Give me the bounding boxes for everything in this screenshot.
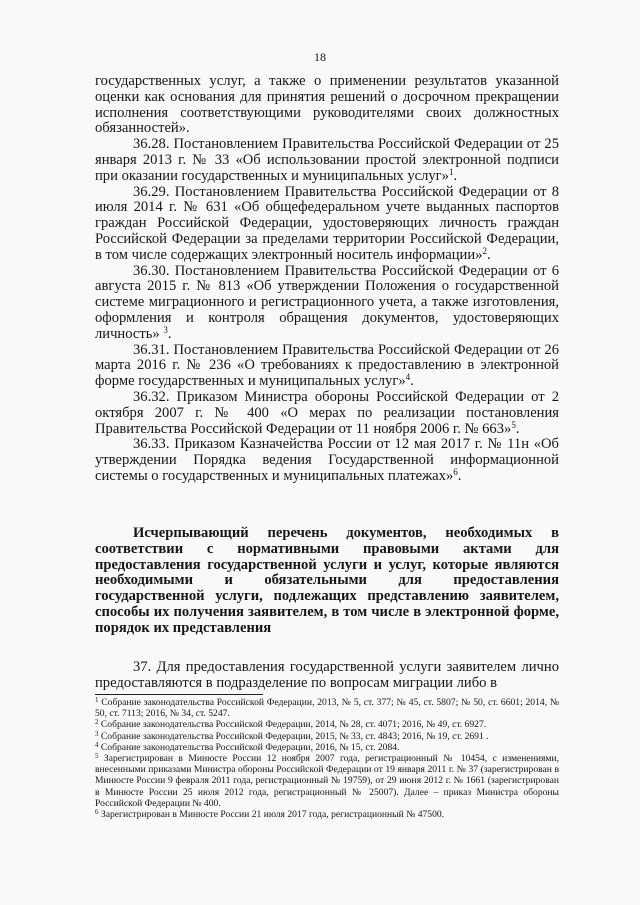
page-number: 18 <box>314 50 326 64</box>
footnote-number: 6 <box>95 808 99 817</box>
footnote-text: Собрание законодательства Российской Федерации, 2015, № 33, ст. 4843; 2016, № 19, ст. 2691 . <box>100 730 489 742</box>
paragraph-end: . <box>167 325 172 342</box>
footnote-text: Зарегистрирован в Минюсте России 21 июля 2017 года, регистрационный № 47500. <box>100 809 445 821</box>
footnote-number: 3 <box>95 729 99 738</box>
paragraph-text: 36.30. Постановлением Правительства Российской Федерации от 6 августа 2015 г. № 813 «Об утверждении Положения о государственной системе миграционного и регистрационного учета, а также изготовления, оформления и контроля обращения документов, удостоверяющих личность» <box>95 262 559 342</box>
paragraph-text: 36.28. Постановлением Правительства Российской Федерации от 25 января 2013 г. № 33 «Об использовании простой электронной подписи при оказании государственных и муниципальных услуг» <box>95 136 559 184</box>
footnote-number: 1 <box>95 696 99 704</box>
footnote-ref[interactable]: 5 <box>511 419 516 430</box>
paragraph-text: 36.29. Постановлением Правительства Российской Федерации от 8 июля 2014 г. № 631 «Об общефедеральном учете выданных паспортов граждан Российской Федерации, удостоверяющих личность граждан Российской Федерации за пределами территории Российской Федерации, в том числе содержащих электронный носитель информации» <box>95 183 559 263</box>
footnote-text: Собрание законодательства Российской Федерации, 2014, № 28, ст. 4071; 2016, № 49, ст. 6927. <box>100 719 487 731</box>
footnote-ref[interactable]: 6 <box>453 466 458 477</box>
footnote-text: Собрание законодательства Российской Федерации, 2013, № 5, ст. 377; № 45, ст. 5807; № 50, ст. 6601; 2014, № 50, ст. 7113; 2016, № 34, ст. 5247. <box>95 697 559 720</box>
paragraph-end: . <box>457 467 462 484</box>
footnote-ref[interactable]: 4 <box>405 372 411 383</box>
paragraph-text: 36.31. Постановлением Правительства Российской Федерации от 26 марта 2016 г. № 236 «О требованиях к предоставлению в электронной форме государственных и муниципальных услуг» <box>95 341 559 390</box>
footnote <box>95 809 559 820</box>
paragraph-end: . <box>410 373 414 390</box>
footnote-divider <box>95 694 263 695</box>
footnote-number: 5 <box>95 752 99 761</box>
footnote-ref[interactable]: 2 <box>482 245 487 256</box>
paragraph-36-32 <box>95 390 559 437</box>
paragraph-text: 36.32. Приказом Министра обороны Российской Федерации от 2 октября 2007 г. № 400 «О мерах по реализации постановления Правительства Российской Федерации от 11 ноября 2006 г. № 663» <box>95 388 559 437</box>
body-text <box>95 74 559 485</box>
footnote-text: Зарегистрирован в Минюсте России 12 ноября 2007 года, регистрационный № 10454, с изменениями, внесенными приказами Министра обороны Российской Федерации от 19 января 2011 г. № 37 (зарегистрирован в Минюсте России 9 февраля 2011 года, регистрационный № 19759), от 29 июня 2012 г. № 1661 (зарегистрирован в Минюсте России 25 июля 2012 года, регистрационный № 25007). Далее – приказ Министра обороны Российской Федерации № 400. <box>95 753 559 809</box>
footnote <box>95 719 559 730</box>
paragraph-37: 37. Для предоставления государственной услуги заявителем лично предоставляются в подразделение по вопросам миграции либо в <box>95 659 559 691</box>
footnote-text: Собрание законодательства Российской Федерации, 2016, № 15, ст. 2084. <box>100 741 400 753</box>
footnote <box>95 742 559 753</box>
paragraph-end: . <box>453 167 458 184</box>
paragraph-36-29 <box>95 185 559 264</box>
paragraph-text: 36.33. Приказом Казначейства России от 12 мая 2017 г. № 11н «Об утверждении Порядка ведения Государственной информационной системы о государственных и муниципальных платежах» <box>95 436 559 484</box>
paragraph-end: . <box>486 246 491 263</box>
footnote <box>95 731 559 742</box>
footnote <box>95 697 559 719</box>
footnote-ref[interactable]: 3 <box>163 324 168 335</box>
paragraph-36-31 <box>95 343 559 390</box>
footnote-ref[interactable]: 1 <box>448 166 454 177</box>
paragraph-end: . <box>515 420 520 437</box>
paragraph-continuation <box>95 74 559 137</box>
paragraph-36-33 <box>95 437 559 484</box>
footnotes <box>95 697 559 820</box>
paragraph-36-28 <box>95 137 559 184</box>
footnote <box>95 753 559 809</box>
footnote-number: 2 <box>95 718 99 727</box>
footnote-number: 4 <box>95 740 99 749</box>
paragraph-36-30 <box>95 264 559 343</box>
paragraph-text: государственных услуг, а также о применении результатов указанной оценки как основания для принятия решений о досрочном прекращении исполнения соответствующими руководителями своих должностных обязанностей». <box>95 73 559 137</box>
section-heading: Исчерпывающий перечень документов, необходимых в соответствии с нормативными правовыми актами для предоставления государственной услуги и услуг, которые являются необходимыми и обязательными для предоставления государственной услуги, подлежащих представлению заявителем, способы их получения заявителем, в том числе в электронной форме, порядок их представления <box>95 525 559 636</box>
